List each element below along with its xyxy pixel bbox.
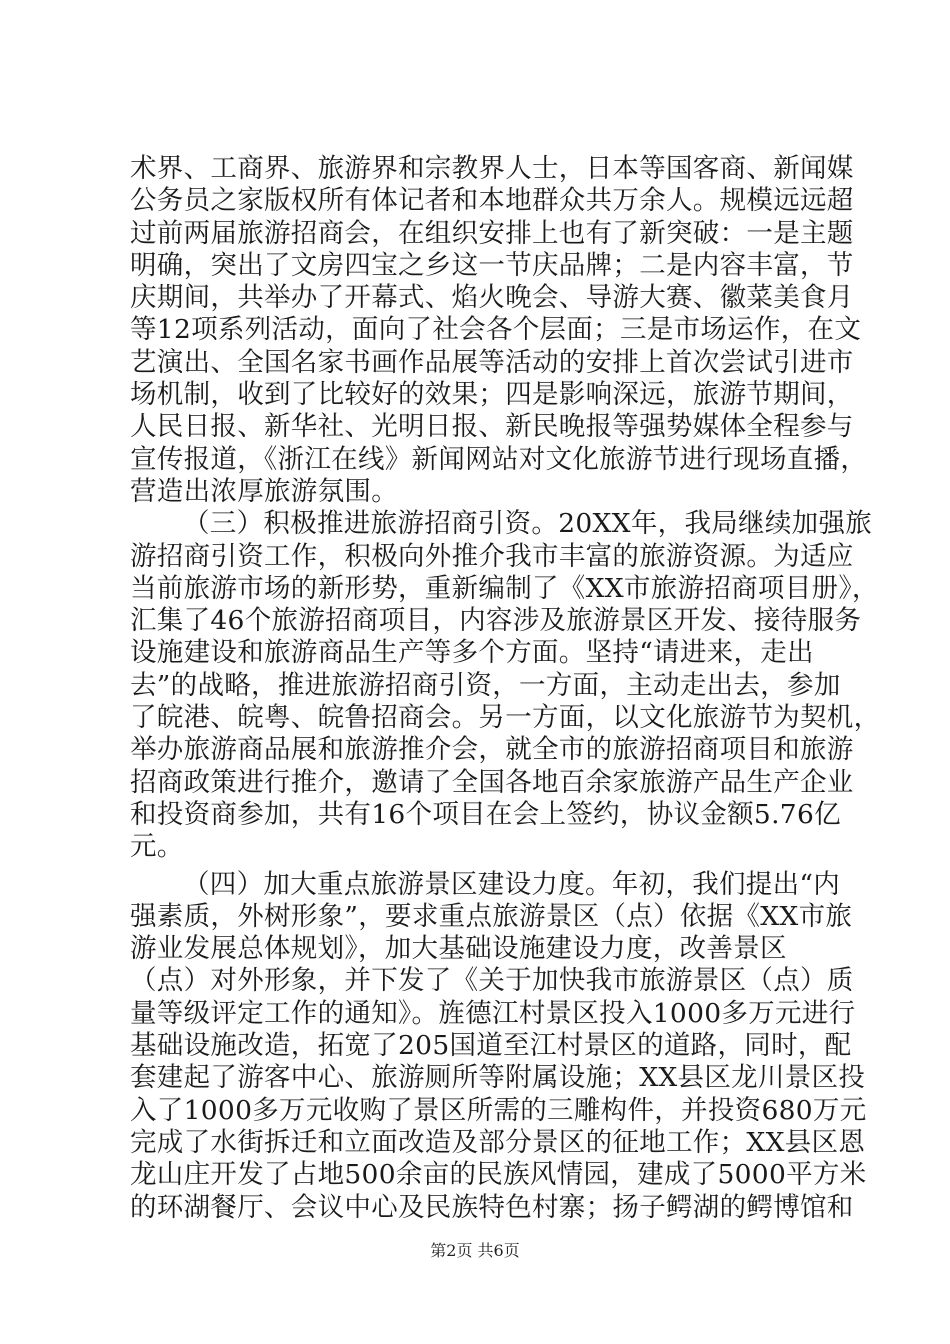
text-line: 招商政策进行推介，邀请了全国各地百余家旅游产品生产企业 [130,766,854,798]
text-line: 元。 [130,831,184,863]
page-number-footer: 第2页 共6页 [430,1241,520,1260]
text-line: 过前两届旅游招商会，在组织安排上也有了新突破：一是主题 [130,217,854,249]
text-line: （点）对外形象，并下发了《关于加快我市旅游景区（点）质 [130,965,854,997]
text-line: 完成了水街拆迁和立面改造及部分景区的征地工作；XX县区恩 [130,1126,866,1158]
text-line: 游招商引资工作，积极向外推介我市丰富的旅游资源。为适应 [130,540,854,572]
text-line: 的环湖餐厅、会议中心及民族特色村寨；扬子鳄湖的鳄博馆和 [130,1191,854,1223]
text-line: 艺演出、全国名家书画作品展等活动的安排上首次尝试引进市 [130,346,854,378]
text-line: 等12项系列活动，面向了社会各个层面；三是市场运作，在文 [130,314,862,346]
text-line: （三）积极推进旅游招商引资。20XX年，我局继续加强旅 [183,508,873,540]
text-line: 龙山庄开发了占地500余亩的民族风情园，建成了5000平方米 [130,1159,867,1191]
paragraph-section-4 [130,868,867,1224]
text-line: 公务员之家版权所有体记者和本地群众共万余人。规模远远超 [130,185,854,217]
text-line: 举办旅游商品展和旅游推介会，就全市的旅游招商项目和旅游 [130,734,854,766]
text-line: 去”的战略，推进旅游招商引资，一方面，主动走出去，参加 [130,669,841,701]
text-line: 和投资商参加，共有16个项目在会上签约，协议金额5.76亿 [130,798,841,830]
text-line: 游业发展总体规划》，加大基础设施建设力度，改善景区 [130,933,787,965]
text-line: 当前旅游市场的新形势，重新编制了《XX市旅游招商项目册》， [130,572,879,604]
text-line: 设施建设和旅游商品生产等多个方面。坚持“请进来，走出 [130,637,814,669]
text-line: 术界、工商界、旅游界和宗教界人士，日本等国客商、新闻媒 [130,153,854,184]
text-line: 汇集了46个旅游招商项目，内容涉及旅游景区开发、接待服务 [130,605,862,637]
text-line: 基础设施改造，拓宽了205国道至江村景区的道路，同时，配 [130,1030,852,1062]
paragraph-section-3 [130,508,881,863]
text-line: 强素质，外树形象”，要求重点旅游景区（点）依据《XX市旅 [130,900,853,932]
text-line: 人民日报、新华社、光明日报、新民晚报等强势媒体全程参与 [130,411,854,443]
document-body [130,153,881,1224]
text-line: （四）加大重点旅游景区建设力度。年初，我们提出“内 [183,868,841,900]
text-line: 套建起了游客中心、旅游厕所等附属设施；XX县区龙川景区投 [130,1062,866,1094]
text-line: 宣传报道，《浙江在线》新闻网站对文化旅游节进行现场直播， [130,443,868,475]
text-line: 营造出浓厚旅游氛围。 [130,475,398,507]
text-line: 场机制，收到了比较好的效果；四是影响深远，旅游节期间， [130,379,854,411]
text-line: 明确，突出了文房四宝之乡这一节庆品牌；二是内容丰富，节 [130,249,854,281]
text-line: 入了1000多万元收购了景区所需的三雕构件，并投资680万元 [130,1094,867,1126]
text-line: 庆期间，共举办了开幕式、焰火晚会、导游大赛、徽菜美食月 [130,282,854,314]
text-line: 了皖港、皖粤、皖鲁招商会。另一方面，以文化旅游节为契机， [130,702,881,734]
text-line: 量等级评定工作的通知》。旌德江村景区投入1000多万元进行 [130,997,856,1029]
paragraph-continued [130,153,868,508]
